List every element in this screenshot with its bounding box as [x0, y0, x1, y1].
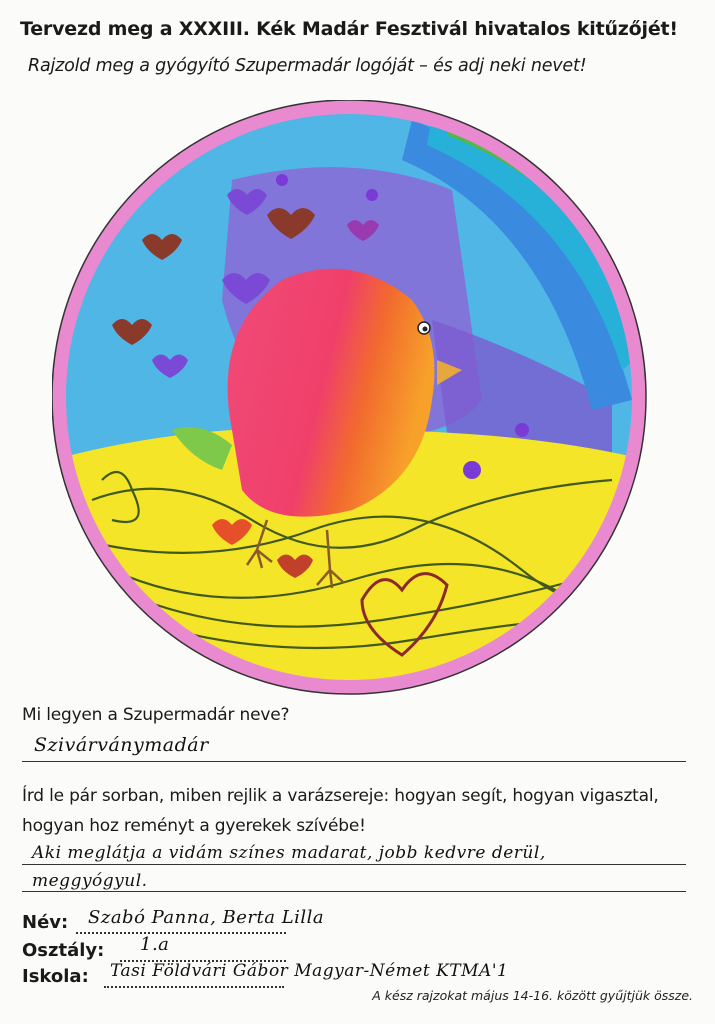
- name-question: Mi legyen a Szupermadár neve?: [22, 705, 290, 725]
- school-label: Iskola:: [22, 966, 89, 987]
- name-dots: [76, 932, 286, 934]
- name-value: Szabó Panna, Berta Lilla: [88, 907, 325, 928]
- power-question: Írd le pár sorban, miben rejlik a varázsereje: hogyan segít, hogyan vigasztal, hogyan hoz reményt a gyerekek szívébe!: [22, 786, 659, 836]
- page-title: Tervezd meg a XXXIII. Kék Madár Fesztivál hivatalos kitűzőjét!: [20, 18, 678, 40]
- name-label: Név:: [22, 912, 69, 933]
- school-dots: [104, 986, 284, 988]
- class-value: 1.a: [140, 934, 170, 955]
- power-answer-rule-1: [22, 864, 686, 865]
- name-answer: Szivárványmadár: [34, 734, 209, 756]
- school-value: Tasi Földvári Gábor Magyar-Német KTMA'1: [110, 961, 509, 981]
- name-answer-line: [22, 761, 686, 762]
- page-subtitle: Rajzold meg a gyógyító Szupermadár logóját – és adj neki nevet!: [28, 56, 587, 76]
- power-answer-line-2: meggyógyul.: [32, 871, 148, 891]
- bird-drawing: [52, 100, 647, 695]
- power-answer-rule-2: [22, 891, 686, 892]
- class-label: Osztály:: [22, 940, 105, 961]
- power-answer-line-1: Aki meglátja a vidám színes madarat, jobb kedvre derül,: [32, 843, 546, 863]
- collection-note: A kész rajzokat május 14-16. között gyűjtjük össze.: [372, 988, 693, 1003]
